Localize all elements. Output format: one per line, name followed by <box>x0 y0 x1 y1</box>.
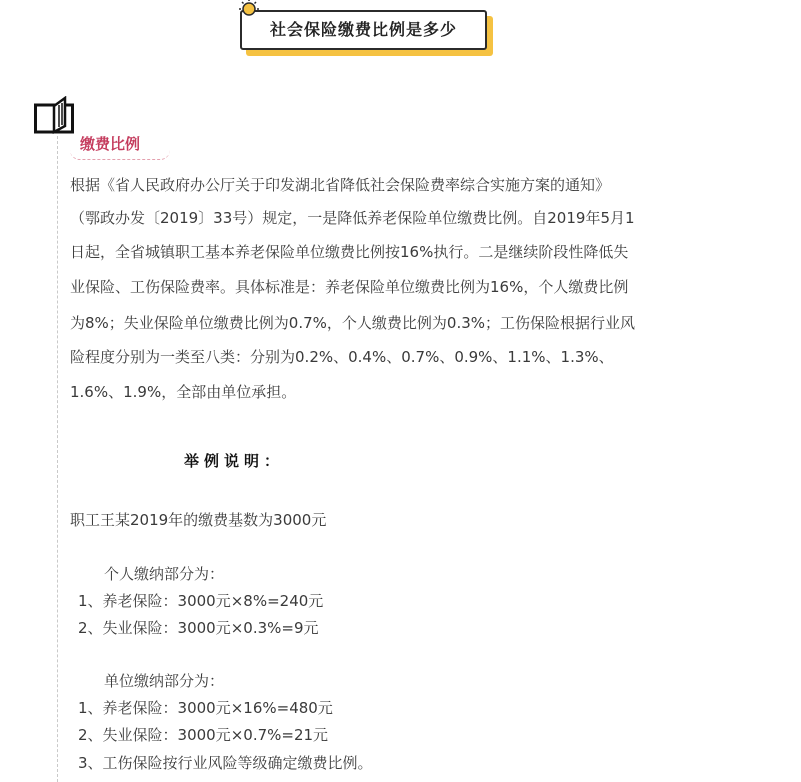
intro-line: 业保险、工伤保险费率。具体标准是：养老保险单位缴费比例为16%，个人缴费比例 <box>70 278 629 296</box>
personal-item: 2、失业保险：3000元×0.3%=9元 <box>78 619 319 637</box>
section-tag <box>70 126 170 160</box>
lightbulb-icon <box>236 0 262 20</box>
intro-line: 为8%；失业保险单位缴费比例为0.7%，个人缴费比例为0.3%；工伤保险根据行业风 <box>70 314 636 332</box>
page-title: 社会保险缴费比例是多少 <box>240 10 487 50</box>
employer-item: 1、养老保险：3000元×16%=480元 <box>78 699 333 717</box>
book-icon <box>34 96 74 134</box>
section-divider-line <box>57 136 58 782</box>
personal-label: 个人缴纳部分为： <box>104 565 225 583</box>
example-heading: 举例说明： <box>184 452 285 470</box>
example-premise: 职工王某2019年的缴费基数为3000元 <box>70 511 327 529</box>
intro-line: 根据《省人民政府办公厅关于印发湖北省降低社会保险费率综合实施方案的通知》 <box>70 176 611 194</box>
employer-label: 单位缴纳部分为： <box>104 672 225 690</box>
employer-item: 3、工伤保险按行业风险等级确定缴费比例。 <box>78 754 373 772</box>
intro-line: 1.6%、1.9%，全部由单位承担。 <box>70 383 297 401</box>
personal-item: 1、养老保险：3000元×8%=240元 <box>78 592 324 610</box>
intro-line: 险程度分别为一类至八类：分别为0.2%、0.4%、0.7%、0.9%、1.1%、1.3%、 <box>70 348 614 366</box>
intro-line: 日起，全省城镇职工基本养老保险单位缴费比例按16%执行。二是继续阶段性降低失 <box>70 243 629 261</box>
section-title: 缴费比例 <box>80 135 141 153</box>
title-banner <box>240 8 496 60</box>
employer-item: 2、失业保险：3000元×0.7%=21元 <box>78 726 329 744</box>
intro-line: （鄂政办发〔2019〕33号）规定，一是降低养老保险单位缴费比例。自2019年5月1 <box>70 209 635 227</box>
